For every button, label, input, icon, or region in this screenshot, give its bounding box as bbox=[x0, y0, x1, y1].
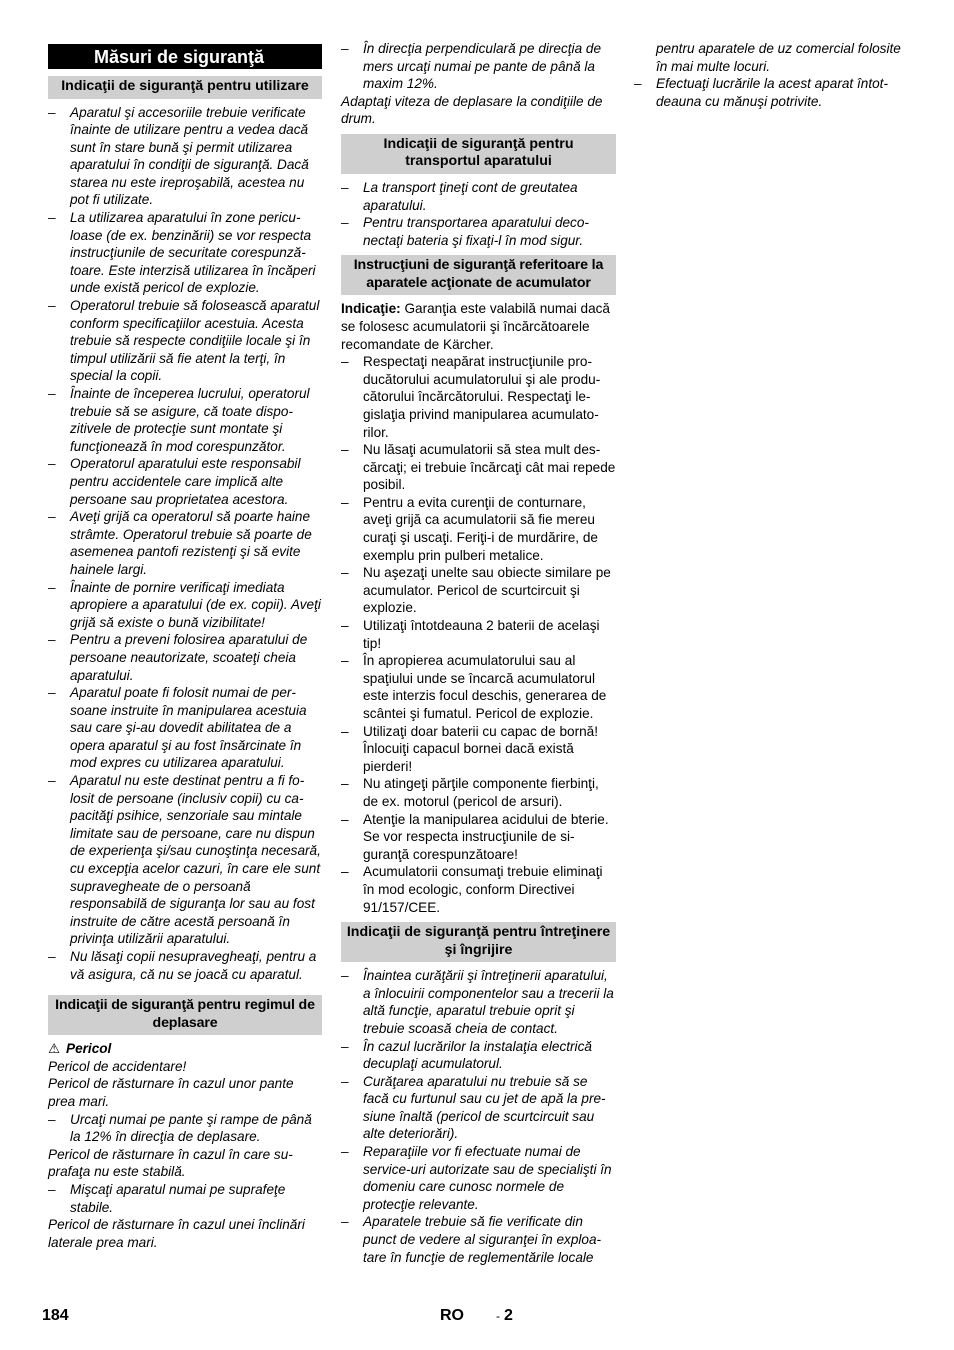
dash-bullet: – bbox=[48, 456, 56, 472]
dash-bullet: – bbox=[48, 1181, 56, 1197]
list-item bbox=[341, 652, 616, 722]
list-item-text: Aveţi grijă ca operatorul să poarte haine strâmte. Operatorul trebuie să poarte de asemenea pantofi rezistenţi şi să evite hainele largi. bbox=[70, 509, 312, 577]
list-item bbox=[48, 104, 322, 210]
dash-bullet: – bbox=[341, 618, 349, 634]
list-item-text: Aparatul poate fi folosit numai de persoane instruite în manipularea acestuia sau care şi-au dovedit abilitatea de a opera aparatul şi au fost însărcinate în mod expres cu utilizarea aparatului. bbox=[70, 685, 307, 771]
danger-block bbox=[48, 1040, 322, 1251]
dash-bullet: – bbox=[341, 1073, 349, 1089]
dash-bullet: – bbox=[341, 1144, 349, 1160]
danger-text: Pericol de răsturnare în cazul în care suprafaţa nu este stabilă. bbox=[48, 1146, 293, 1180]
dash-bullet: – bbox=[48, 773, 56, 789]
list-item-text: Efectuaţi lucrările la acest aparat întotdeauna cu mănuşi potrivite. bbox=[656, 76, 888, 109]
section-heading-driving: Indicaţii de siguranţă pentru regimul de deplasare bbox=[48, 995, 322, 1035]
dash-bullet: – bbox=[341, 354, 349, 370]
list-item bbox=[48, 684, 322, 772]
list-item-text: În apropierea acumulatorului sau al spaţiului unde se încarcă acumulatorul este interzis focul deschis, generarea de scântei şi fumatul. Pericol de explozie. bbox=[363, 653, 607, 721]
dash-bullet: – bbox=[48, 298, 56, 314]
list-item-text: Înaintea curăţării şi întreţinerii aparatului, a înlocuirii componentelor sau a trecerii la altă funcţie, aparatul trebuie oprit şi trebuie scoasă cheia de contact. bbox=[363, 968, 614, 1036]
list-item bbox=[48, 948, 322, 983]
danger-text: Pericol de răsturnare în cazul unor pante prea mari. bbox=[48, 1076, 294, 1109]
main-title: Măsuri de siguranţă bbox=[48, 44, 322, 69]
list-item bbox=[341, 617, 616, 652]
dash-bullet: – bbox=[341, 1214, 349, 1230]
warning-triangle-icon: ⚠ bbox=[48, 1041, 61, 1057]
list-item-text: Mişcaţi aparatul numai pe suprafeţe stabile. bbox=[70, 1181, 286, 1215]
list-item bbox=[48, 297, 322, 385]
list-item bbox=[341, 723, 616, 776]
list-item bbox=[341, 863, 616, 916]
list-item-text: Atenţie la manipularea acidului de bterie. Se vor respecta instrucţiunile de siguranţă corespunzătoare! bbox=[363, 811, 609, 862]
list-item bbox=[48, 772, 322, 948]
section-heading-maintenance: Indicaţii de siguranţă pentru întreţinere şi îngrijire bbox=[341, 922, 616, 962]
list-item-text: Respectaţi neapărat instrucţiunile producătorului acumulatorului şi ale producătorului încărcătorului. Respectaţi legislaţia privind manipularea acumulatorilor. bbox=[363, 354, 601, 440]
list-item-text: Înainte de pornire verificaţi imediata apropiere a aparatului (de ex. copii). Aveţi grijă să existe o bună vizibilitate! bbox=[70, 579, 321, 630]
danger-text: Pericol de accidentare! bbox=[48, 1058, 187, 1074]
list-item-text: Aparatele trebuie să fie verificate din punct de vedere al siguranţei în exploatare în funcţie de reglementările locale bbox=[363, 1214, 602, 1265]
list-item bbox=[48, 385, 322, 455]
list-item bbox=[341, 441, 616, 494]
dash-bullet: – bbox=[341, 723, 349, 739]
dash-bullet: – bbox=[341, 494, 349, 510]
list-item-text: Pentru a evita curenţii de conturnare, aveţi grijă ca acumulatorii să fie mereu curaţi şi uscaţi. Feriţi-i de murdărire, de exemplu prin pulberi metalice. bbox=[363, 494, 598, 563]
list-item bbox=[48, 508, 322, 578]
section-heading-transport: Indicaţii de siguranţă pentru transportul aparatului bbox=[341, 134, 616, 174]
list-item bbox=[341, 1143, 616, 1213]
dash-bullet: – bbox=[48, 509, 56, 525]
list-item-text: Pentru transportarea aparatului deconectaţi bateria şi fixaţi-l în mod sigur. bbox=[363, 215, 589, 248]
section-page-number bbox=[496, 1306, 513, 1326]
dash-bullet: – bbox=[341, 811, 349, 827]
list-item bbox=[341, 179, 616, 214]
list-item bbox=[341, 494, 616, 564]
note-text: Garanţia este valabilă numai dacă se folosesc acumulatorii şi încărcătoarele recomandate de Kärcher. bbox=[341, 301, 610, 352]
dash-bullet: – bbox=[341, 968, 349, 984]
dash-bullet: – bbox=[48, 632, 56, 648]
dash-bullet: – bbox=[48, 685, 56, 701]
continued-text: pentru aparatele de uz comercial folosite în mai multe locuri. bbox=[656, 41, 901, 74]
list-item bbox=[48, 455, 322, 508]
dash-bullet: – bbox=[341, 653, 349, 669]
list-item bbox=[341, 214, 616, 249]
dash-bullet: – bbox=[48, 1111, 56, 1127]
list-item-text: Operatorul trebuie să folosească aparatul conform specificaţiilor acestuia. Acesta trebuie să respecte condiţiile locale şi în timpul utilizării să fie atent la terţi, în special la copii. bbox=[70, 298, 320, 384]
dash-bullet: – bbox=[341, 776, 349, 792]
list-item bbox=[48, 1111, 322, 1146]
list-item-text: Nu atingeţi părţile componente fierbinţi, de ex. motorul (pericol de arsuri). bbox=[363, 776, 599, 809]
list-item bbox=[341, 353, 616, 441]
dash-bullet: – bbox=[341, 215, 349, 231]
list-item-text: Utilizaţi întotdeauna 2 baterii de acelaşi tip! bbox=[363, 618, 600, 651]
list-item-text: Urcaţi numai pe pante şi rampe de până la 12% în direcţia de deplasare. bbox=[70, 1111, 312, 1145]
list-item-text: Curăţarea aparatului nu trebuie să se facă cu furtunul sau cu jet de apă la presiune înaltă (pericol de scurtcircuit sau alte deteriorări). bbox=[363, 1073, 606, 1142]
list-item bbox=[341, 40, 616, 93]
list-item-text: Utilizaţi doar baterii cu capac de bornă! Înlocuiţi capacul bornei dacă există pierderi! bbox=[363, 723, 598, 774]
list-item-text: Aparatul nu este destinat pentru a fi folosit de persoane (inclusiv copii) cu capacităţi psihice, senzoriale sau mintale limitate sau de persoane, care nu dispun de experienţa şi/sau cunoştinţa necesară, cu excepţia acelor cazuri, în care ele sunt supravegheate de o persoană responsabilă de siguranţa lor sau au fost instruite de către acestă persoană în privinţa utilizării aparatului. bbox=[70, 773, 321, 947]
list-item-text: În cazul lucrărilor la instalaţia electrică decuplaţi acumulatorul. bbox=[363, 1038, 592, 1072]
dash-bullet: – bbox=[341, 179, 349, 195]
column-middle bbox=[341, 40, 616, 1266]
list-item-text: În direcţia perpendiculară pe direcţia de mers urcaţi numai pe pante de până la maxim 12%. bbox=[363, 41, 602, 92]
section-heading-battery: Instrucţiuni de siguranţă referitoare la aparatele acţionate de acumulator bbox=[341, 255, 616, 295]
dash-bullet: – bbox=[48, 104, 56, 120]
column-left bbox=[48, 40, 322, 1251]
list-item-text: Nu aşezaţi unelte sau obiecte similare pe acumulator. Pericol de scurtcircuit şi explozie. bbox=[363, 565, 611, 616]
dash-bullet: – bbox=[341, 41, 349, 56]
dash-bullet: – bbox=[48, 579, 56, 595]
dash-bullet: – bbox=[341, 1038, 349, 1054]
danger-text: Pericol de răsturnare în cazul unei înclinări laterale prea mari. bbox=[48, 1217, 305, 1250]
list-item-text: Aparatul şi accesoriile trebuie verificate înainte de utilizare pentru a vedea dacă sunt în stare bună şi permit utilizarea aparatului în condiţii de siguranţă. Dacă starea nu este ireproşabilă, acestea nu pot fi utilizate. bbox=[70, 104, 309, 208]
danger-label: Pericol bbox=[66, 1041, 112, 1057]
language-code: RO bbox=[440, 1307, 464, 1324]
list-item bbox=[48, 631, 322, 684]
danger-heading bbox=[48, 1040, 322, 1058]
note-paragraph bbox=[341, 300, 616, 353]
paragraph: Adaptaţi viteza de deplasare la condiţiile de drum. bbox=[341, 93, 603, 127]
dash-bullet: – bbox=[341, 442, 349, 458]
usage-list bbox=[48, 104, 322, 984]
note-label: Indicaţie: bbox=[341, 301, 401, 317]
dash-bullet: – bbox=[48, 210, 56, 226]
list-item-text: La utilizarea aparatului în zone periculoase (de ex. benzinării) se vor respecta instrucţiunile de securitate corespunzătoare. Este interzisă utilizarea în încăperi unde există pericol de explozie. bbox=[70, 210, 316, 296]
list-item-text: La transport ţineţi cont de greutatea aparatului. bbox=[363, 179, 578, 213]
list-item-text: Operatorul aparatului este responsabil pentru accidentele care implică alte persoane sau proprietatea acestora. bbox=[70, 456, 301, 507]
list-item-text: Acumulatorii consumaţi trebuie eliminaţi în mod ecologic, conform Directivei 91/157/CEE. bbox=[363, 864, 603, 915]
list-item-text: Înainte de începerea lucrului, operatorul trebuie să se asigure, că toate dispozitivele de protecţie sunt montate şi funcţionează în mod corespunzător. bbox=[70, 386, 310, 454]
list-item-text: Reparaţiile vor fi efectuate numai de service-uri autorizate sau de specialişti în domeniu care cunosc normele de protecţie relevante. bbox=[363, 1144, 612, 1212]
list-item bbox=[634, 75, 909, 110]
list-item bbox=[341, 967, 616, 1037]
column-right bbox=[634, 40, 909, 110]
dash-bullet: – bbox=[48, 386, 56, 401]
list-item bbox=[341, 1038, 616, 1073]
list-item bbox=[341, 775, 616, 810]
list-item-text: Nu lăsaţi acumulatorii să stea mult descărcaţi; ei trebuie încărcaţi cât mai repede posibil. bbox=[363, 442, 616, 493]
section-page-digit: 2 bbox=[504, 1307, 513, 1324]
dash-bullet: – bbox=[48, 949, 56, 964]
list-item-text: Nu lăsaţi copii nesupravegheaţi, pentru a vă asigura, că nu se joacă cu aparatul. bbox=[70, 949, 317, 982]
list-item bbox=[341, 811, 616, 864]
list-item bbox=[341, 1213, 616, 1266]
dash-bullet: – bbox=[341, 565, 349, 581]
dash-bullet: – bbox=[634, 76, 642, 92]
list-item bbox=[341, 564, 616, 617]
list-item bbox=[48, 579, 322, 632]
page-separator: - bbox=[496, 1309, 500, 1323]
section-heading-usage: Indicaţii de siguranţă pentru utilizare bbox=[48, 76, 322, 99]
list-item bbox=[48, 209, 322, 297]
list-item-text: Pentru a preveni folosirea aparatului de persoane neautorizate, scoateţi cheia aparatului. bbox=[70, 632, 308, 683]
dash-bullet: – bbox=[341, 864, 349, 880]
list-item bbox=[48, 1181, 322, 1216]
list-item bbox=[341, 1073, 616, 1143]
page-number: 184 bbox=[42, 1307, 69, 1324]
